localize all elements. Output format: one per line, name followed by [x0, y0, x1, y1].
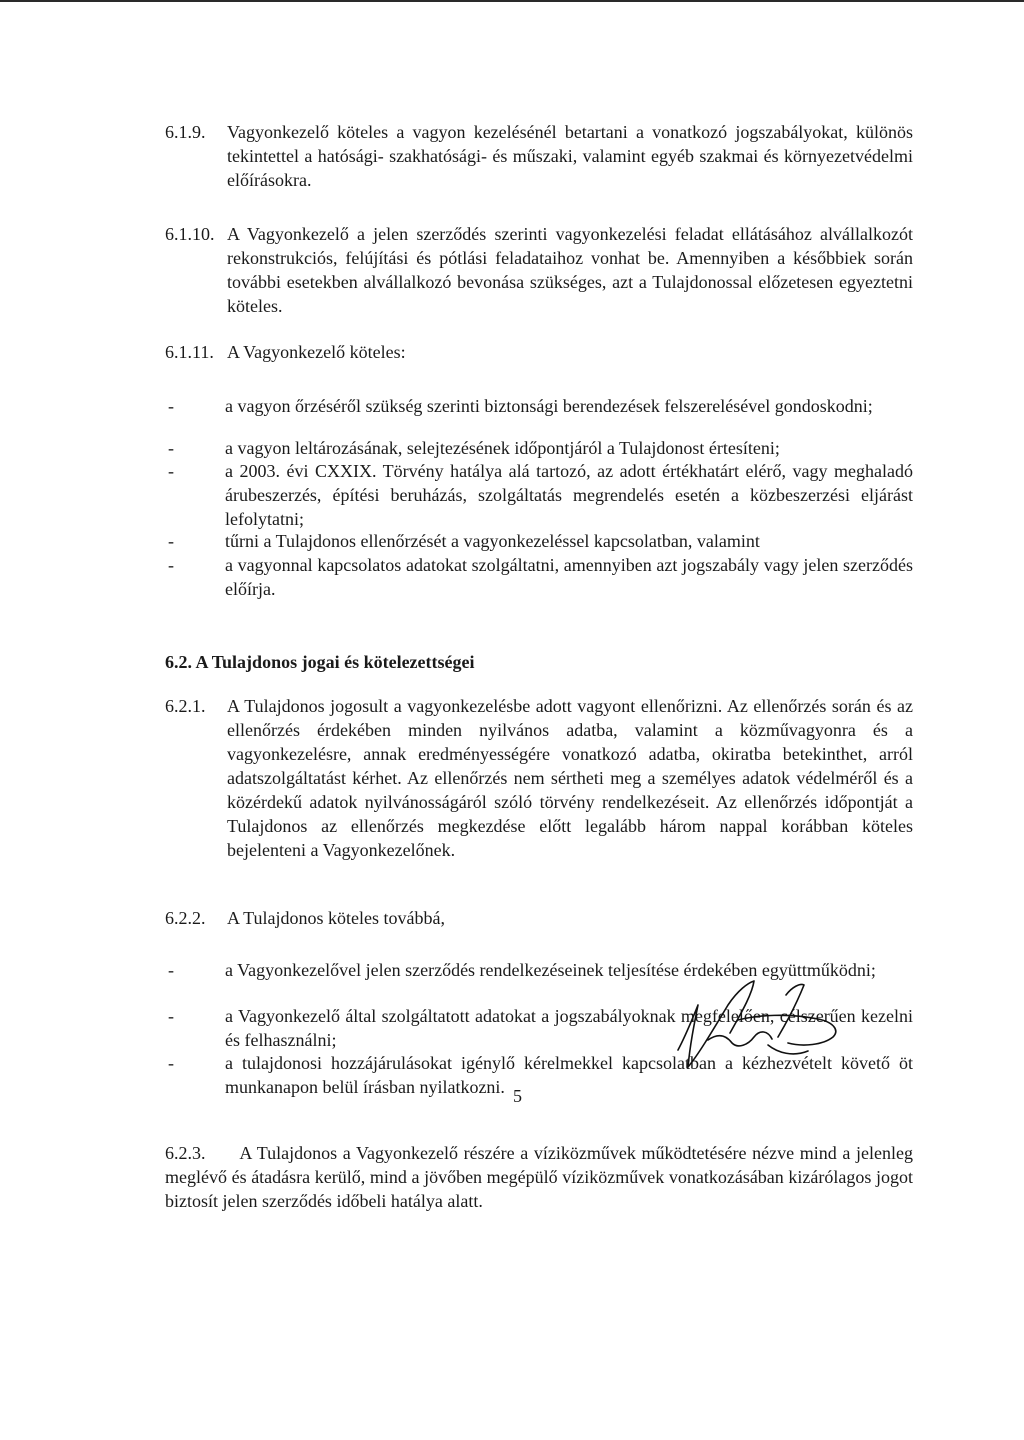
- list-item: a Vagyonkezelő által szolgáltatott adatokat a jogszabályoknak megfelelően, célszerűen kezelni és felhasználni;: [225, 1006, 913, 1050]
- clause-number: 6.2.1.: [165, 696, 206, 716]
- clause-intro: A Tulajdonos köteles továbbá,: [227, 908, 446, 928]
- list-marker: -: [168, 555, 174, 575]
- clause-6-2-1: [165, 694, 913, 862]
- clause-text: A Tulajdonos a Vagyonkezelő részére a víziközművek működtetésére nézve mind a jelenleg meglévő és átadásra kerülő, mind a jövőben megépülő víziközművek vonatkozásában kizárólagos jogot biztosít jelen szerződés időbeli hatálya alatt.: [165, 1143, 914, 1211]
- clause-6-1-9: [165, 120, 913, 192]
- list-marker: -: [168, 1006, 174, 1026]
- clause-number: 6.2.3.: [165, 1143, 206, 1163]
- section-title: A Tulajdonos jogai és kötelezettségei: [195, 652, 475, 672]
- list-item: a vagyon őrzéséről szükség szerinti biztonsági berendezések felszerelésével gondoskodni;: [225, 396, 873, 416]
- clause-text: Vagyonkezelő köteles a vagyon kezelésénél betartani a vonatkozó jogszabályokat, különös tekintettel a hatósági- szakhatósági- és műszaki, valamint egyéb szakmai és környezetvédelmi előírásokra.: [227, 122, 913, 190]
- clause-6-2-3: [165, 1141, 913, 1213]
- list-item: tűrni a Tulajdonos ellenőrzését a vagyonkezeléssel kapcsolatban, valamint: [225, 531, 760, 551]
- clause-text: A Tulajdonos jogosult a vagyonkezelésbe adott vagyont ellenőrizni. Az ellenőrzés során és az ellenőrzés érdekében minden nyilvános adatba, valamint a közművagyonra és a vagyonkezelésre, annak eredményességére vonatkozó adatba, okiratba betekinthet, arról adatszolgáltatást kérhet. Az ellenőrzés nem sértheti meg a személyes adatok védelméről és a közérdekű adatok nyilvánosságáról szóló törvény rendelkezéseit. Az ellenőrzés időpontját a Tulajdonos az ellenőrzés megkezdése előtt legalább három nappal korábban köteles bejelenteni a Vagyonkezelőnek.: [227, 696, 913, 860]
- list-marker: -: [168, 960, 174, 980]
- section-number: 6.2.: [165, 652, 192, 672]
- list-marker: -: [168, 438, 174, 458]
- list-marker: -: [168, 531, 174, 551]
- scan-top-edge: [0, 0, 1024, 2]
- list-marker: -: [168, 396, 174, 416]
- clause-text: A Vagyonkezelő a jelen szerződés szerinti vagyonkezelési feladat ellátásához alvállalkozót rekonstrukciós, felújítási és pótlási feladataihoz vonhat be. Amennyiben a későbbiek során további esetekben alvállalkozó bevonása szükséges, azt a Tulajdonossal előzetesen egyeztetni köteles.: [227, 224, 913, 316]
- list-item: a vagyonnal kapcsolatos adatokat szolgáltatni, amennyiben azt jogszabály vagy jelen szerződés előírja.: [225, 555, 913, 599]
- section-heading-6-2: [165, 650, 913, 674]
- clause-number: 6.1.11.: [165, 342, 214, 362]
- clause-number: 6.2.2.: [165, 908, 206, 928]
- handwritten-signature-icon: [668, 975, 848, 1075]
- list-marker: -: [168, 1053, 174, 1073]
- clause-6-1-10: [165, 222, 913, 318]
- list-item: a Vagyonkezelővel jelen szerződés rendelkezéseinek teljesítése érdekében együttműködni;: [225, 960, 876, 980]
- list-item: a vagyon leltározásának, selejtezésének időpontjáról a Tulajdonost értesíteni;: [225, 438, 780, 458]
- list-item: a tulajdonosi hozzájárulásokat igénylő kérelmekkel kapcsolatban a kézhezvételt követő öt munkanapon belül írásban nyilatkozni.: [225, 1053, 913, 1097]
- page-number: 5: [513, 1086, 522, 1106]
- clause-number: 6.1.9.: [165, 122, 206, 142]
- list-marker: -: [168, 461, 174, 481]
- clause-intro: A Vagyonkezelő köteles:: [227, 342, 406, 362]
- clause-number: 6.1.10.: [165, 224, 215, 244]
- list-item: a 2003. évi CXXIX. Törvény hatálya alá tartozó, az adott értékhatárt elérő, vagy meghaladó árubeszerzés, építési beruházás, szolgáltatás megrendelés esetén a közbeszerzési eljárást lefolytatni;: [225, 461, 913, 529]
